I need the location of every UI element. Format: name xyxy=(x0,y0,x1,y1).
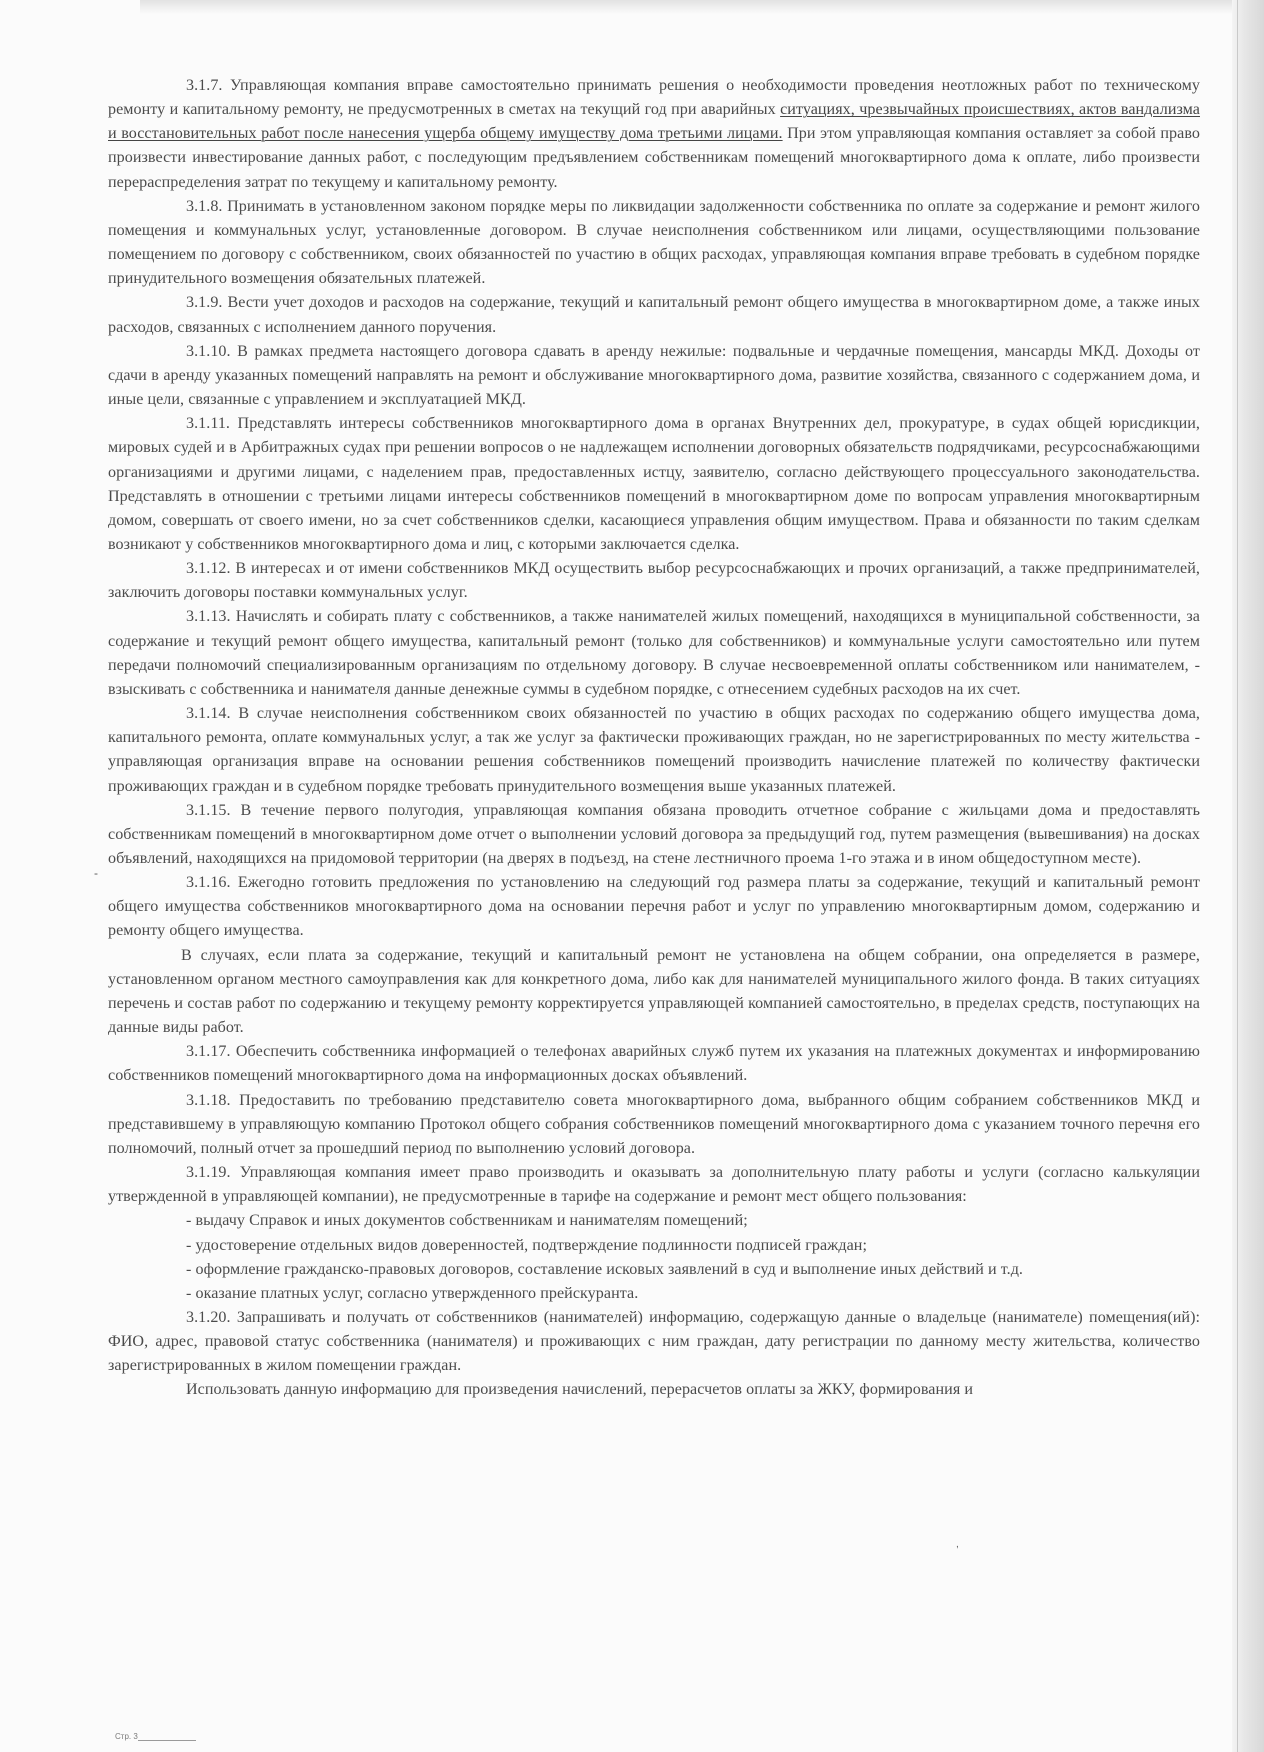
scan-top-shadow xyxy=(140,0,1264,14)
clause-3-1-19-bullet-3: - оформление гражданско-правовых договоров, составление исковых заявлений в суд и выполнение иных действий и т.д. xyxy=(186,1260,1024,1278)
clause-3-1-17: 3.1.17. Обеспечить собственника информацией о телефонах аварийных служб путем их указания на платежных документах и информированию собственников помещений многоквартирного дома на информационных досках объявлений. xyxy=(108,1043,1200,1085)
clause-3-1-7-underlined: ситуациях, чрезвычайных происшествиях, актов вандализма и восстановительных работ после нанесения ущерба общему имуществу дома третьими лицами. xyxy=(108,101,1200,143)
clause-3-1-16: 3.1.16. Ежегодно готовить предложения по установлению на следующий год размера платы за содержание, текущий и капитальный ремонт общего имущества собственников многоквартирного дома на основании перечня работ и услуг по управлению многоквартирным домом, содержанию и ремонту общего имущества. xyxy=(108,874,1200,940)
clause-3-1-10: 3.1.10. В рамках предмета настоящего договора сдавать в аренду нежилые: подвальные и чердачные помещения, мансарды МКД. Доходы от сдачи в аренду указанных помещений направлять на ремонт и обслуживание многоквартирного дома, развитие хозяйства, связанного с содержанием дома, и иные цели, связанные с управлением и эксплуатацией МКД. xyxy=(108,342,1200,409)
clause-3-1-8: 3.1.8. Принимать в установленном законом порядке меры по ликвидации задолженности собственника по оплате за содержание и ремонт жилого помещения и коммунальных услуг, установленные договором. В случае неисполнения собственником или лицами, осуществляющими пользование помещением по договору с собственником, своих обязанностей по участию в общих расходах, управляющая компания вправе требовать в судебном порядке принудительного возмещения обязательных платежей. xyxy=(108,197,1200,288)
margin-mark: - xyxy=(94,866,98,880)
clause-3-1-19: 3.1.19. Управляющая компания имеет право производить и оказывать за дополнительную плату работы и услуги (согласно калькуляции утвержденной в управляющей компании), не предусмотренные в тарифе на содержание и ремонт мест общего пользования: xyxy=(108,1164,1200,1206)
page-number-line xyxy=(138,1731,196,1741)
clause-3-1-16-continued: В случаях, если плата за содержание, текущий и капитальный ремонт не установлена на общем собрании, она определяется в размере, установленном органом местного самоуправления как для конкретного дома, либо как для нанимателей муниципального жилого фонда. В таких ситуациях перечень и состав работ по содержанию и текущему ремонту корректируется управляющей компанией самостоятельно, в пределах средств, поступающих на данные виды работ. xyxy=(108,946,1200,1037)
clause-3-1-7-head: 3.1.7. Управляющая компания вправе самостоятельно принимать решения о необходимости проведения неотложных работ по техническому ремонту и капитальному ремонту, не предусмотренных в сметах на текущий год при аварийных xyxy=(108,77,1200,119)
clause-3-1-12: 3.1.12. В интересах и от имени собственников МКД осуществить выбор ресурсоснабжающих и прочих организаций, а также предпринимателей, заключить договоры поставки коммунальных услуг. xyxy=(108,560,1200,602)
clause-3-1-19-bullet-4: - оказание платных услуг, согласно утвержденного прейскуранта. xyxy=(186,1284,639,1302)
scan-edge-line xyxy=(1237,0,1238,1752)
clause-3-1-7 xyxy=(108,74,1200,195)
clause-3-1-15: 3.1.15. В течение первого полугодия, управляющая компания обязана проводить отчетное собрание с жильцами дома и предоставлять собственникам помещений в многоквартирном доме отчет о выполнении условий договора за предыдущий год, путем размещения (вывешивания) на досках объявлений, находящихся на придомовой территории (на дверях в подъезд, на стене лестничного проема 1-го этажа и в ином общедоступном месте). xyxy=(108,801,1200,867)
clause-3-1-19-bullet-2: - удостоверение отдельных видов доверенностей, подтверждение подлинности подписей граждан; xyxy=(186,1236,867,1254)
document-body xyxy=(108,74,1200,1403)
clause-3-1-11: 3.1.11. Представлять интересы собственников многоквартирного дома в органах Внутренних дел, прокуратуре, в судах общей юрисдикции, мировых судей и в Арбитражных судах при решении вопросов о не надлежащем исполнении договорных обязательств подрядчиками, ресурсоснабжающими организациями и другими лицами, с наделением прав, предоставленных истцу, заявителю, согласно действующего процессуального законодательства. Представлять в отношении с третьими лицами интересы собственников помещений в многоквартирном доме по вопросам управления многоквартирным домом, совершать от своего имени, но за счет собственников сделки, касающиеся управления общим имуществом. Права и обязанности по таким сделкам возникают у собственников многоквартирного дома и лиц, с которыми заключается сделка. xyxy=(108,415,1200,553)
clause-3-1-7-tail: При этом управляющая компания оставляет за собой право произвести инвестирование данных работ, с последующим предъявлением собственникам помещений многоквартирного дома к оплате, либо произвести перераспределения затрат по текущему и капитальному ремонту. xyxy=(108,125,1200,191)
page-number-label: Стр. 3 xyxy=(115,1732,138,1741)
page-footer xyxy=(115,1731,196,1741)
clause-3-1-20: 3.1.20. Запрашивать и получать от собственников (нанимателей) информацию, содержащую данные о владельце (нанимателе) помещения(ий): ФИО, адрес, правовой статус собственника (нанимателя) и проживающих с ним граждан, дату регистрации по данному месту жительства, количество зарегистрированных в жилом помещении граждан. xyxy=(108,1308,1200,1375)
scan-speck: , xyxy=(956,1539,959,1550)
clause-3-1-14: 3.1.14. В случае неисполнения собственником своих обязанностей по участию в общих расходах по содержанию общего имущества дома, капитального ремонта, оплате коммунальных услуг, а так же услуг за фактически проживающих граждан, но не зарегистрированных по месту жительства - управляющая организация вправе на основании решения собственников помещений производить начисление платежей по количеству фактически проживающих граждан и в судебном порядке требовать принудительного возмещения выше указанных платежей. xyxy=(108,705,1200,795)
clause-3-1-13: 3.1.13. Начислять и собирать плату с собственников, а также нанимателей жилых помещений, находящихся в муниципальной собственности, за содержание и текущий ремонт общего имущества, капитальный ремонт (только для собственников) и коммунальные услуги самостоятельно или путем передачи полномочий специализированным организациям по отдельному договору. В случае несвоевременной оплаты собственником или нанимателем, - взыскивать с собственника и нанимателя данные денежные суммы в судебном порядке, с отнесением судебных расходов на их счет. xyxy=(108,608,1200,698)
clause-3-1-20-continued: Использовать данную информацию для произведения начислений, перерасчетов оплаты за ЖКУ, формирования и xyxy=(186,1381,974,1399)
clause-3-1-19-bullet-1: - выдачу Справок и иных документов собственникам и нанимателям помещений; xyxy=(186,1212,748,1230)
clause-3-1-18: 3.1.18. Предоставить по требованию представителю совета многоквартирного дома, выбранного общим собранием собственников МКД и представившему в управляющую компанию Протокол общего собрания собственников помещений многоквартирного дома с указанием точного перечня его полномочий, полный отчет за прошедший период по выполнению условий договора. xyxy=(108,1091,1200,1157)
clause-3-1-9: 3.1.9. Вести учет доходов и расходов на содержание, текущий и капитальный ремонт общего имущества в многоквартирном доме, а также иных расходов, связанных с исполнением данного поручения. xyxy=(108,294,1200,336)
